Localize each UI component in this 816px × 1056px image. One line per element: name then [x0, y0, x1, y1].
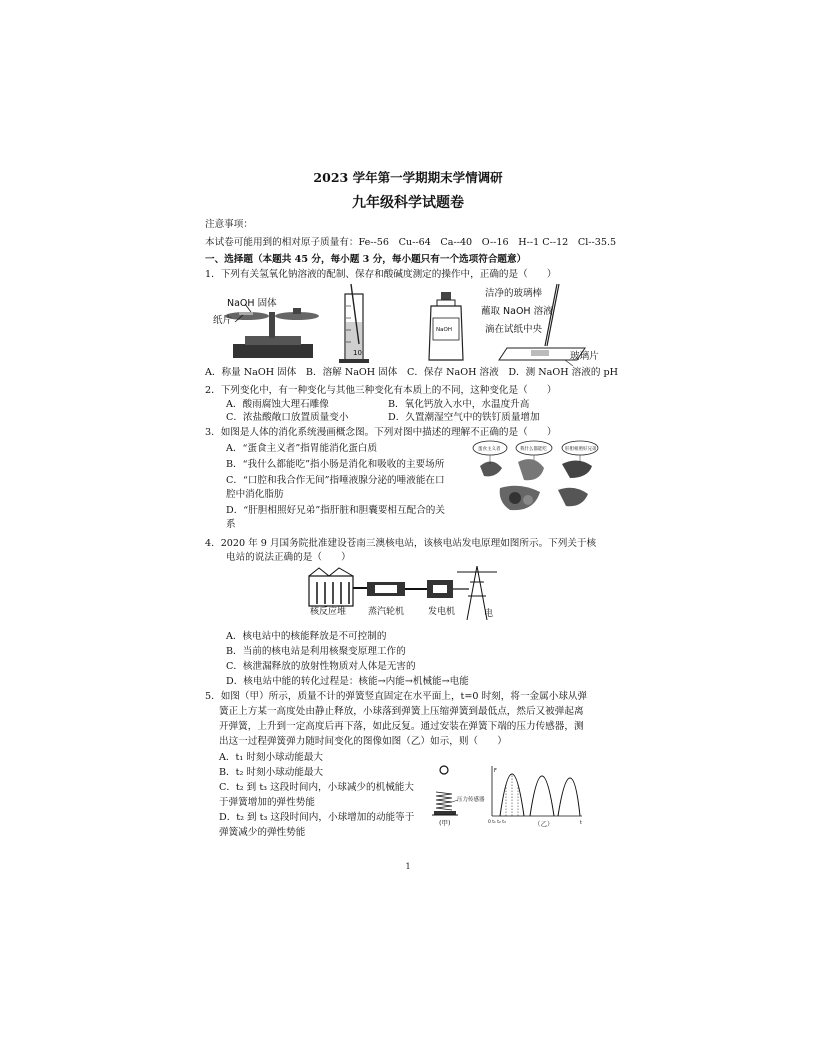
digestion-cartoon [470, 438, 605, 522]
q5-option-d: D．t₂ 到 t₃ 这段时间内，小球增加的动能等于 [219, 812, 415, 823]
bubble-protein-eater: 蛋食主义者 [478, 447, 501, 452]
label-yi: （乙） [534, 820, 554, 828]
q3-option-b: B．“我什么都能吃”指小肠是消化和吸收的主要场所 [226, 459, 445, 470]
q3-option-c: C．“口腔和我合作无间”指唾液腺分泌的唾液能在口 [226, 475, 445, 486]
label-glass-rod-2: 蘸取 NaOH 溶液 [481, 306, 553, 317]
q2-option-a: A．酸雨腐蚀大理石雕像 [226, 399, 329, 410]
bubble-eat-anything: 我什么都能吃 [520, 447, 547, 452]
label-glass-slide: 玻璃片 [570, 351, 599, 362]
label-t: t [580, 820, 582, 826]
q4-stem: 4．2020 年 9 月国务院批准建设苍南三澳核电站，该核电站发电原理如图所示。下列关于核 [205, 538, 597, 549]
section-heading: 一、选择题（本题共 45 分，每小题 3 分，每小题只有一个选项符合题意） [205, 254, 527, 265]
q5-option-c-cont: 于弹簧增加的弹性势能 [219, 797, 315, 808]
label-F: F [494, 768, 497, 774]
q4-option-c: C．核泄漏释放的放射性物质对人体是无害的 [226, 661, 416, 672]
q3-option-d-cont: 系 [226, 519, 236, 530]
label-pressure-sensor: 压力传感器 [457, 797, 485, 803]
label-glass-rod-1: 洁净的玻璃棒 [485, 288, 543, 299]
q3-option-c-cont: 腔中消化脂肪 [226, 489, 284, 500]
q4-option-d: D．核电站中能的转化过程是：核能→内能→机械能→电能 [226, 676, 469, 687]
label-jia: (甲) [439, 819, 451, 827]
q1-stem: 1．下列有关氢氧化钠溶液的配制、保存和酸碱度测定的操作中，正确的是（ ） [205, 269, 557, 280]
label-ticks: 0 t₁ t₂ t₃ [488, 820, 506, 825]
balance-figure [213, 297, 319, 358]
q1-figure [205, 282, 610, 366]
label-turbine: 蒸汽轮机 [368, 607, 405, 617]
bubble-liver-gallbladder: 肝胆相照好兄弟 [565, 447, 597, 452]
bottle-figure [429, 292, 463, 360]
q2-option-c: C．浓盐酸敞口放置质量变小 [226, 412, 349, 423]
label-generator: 发电机 [428, 607, 456, 617]
q4-stem-cont: 电站的说法正确的是（ ） [226, 552, 351, 563]
label-reactor: 核反应堆 [310, 607, 347, 617]
q2-option-b: B．氧化钙放入水中，水温度升高 [388, 399, 530, 410]
metal-ball [440, 766, 448, 774]
q5-stem-4: 出这一过程弹簧弹力随时间变化的图像如图（乙）如示，则（ ） [219, 736, 507, 747]
exam-title: 2023 学年第一学期期末学情调研 [313, 170, 503, 185]
label-naoh-solid: NaOH 固体 [227, 298, 277, 309]
q2-stem: 2．下列变化中，有一种变化与其他三种变化有本质上的不同，这种变化是（ ） [205, 385, 557, 396]
label-cylinder-10: 10 [353, 349, 362, 357]
q5-option-a: A．t₁ 时刻小球动能最大 [219, 752, 324, 763]
q5-stem-2: 簧正上方某一高度处由静止释放，小球落到弹簧上压缩弹簧到最低点，然后又被弹起离 [219, 706, 584, 717]
q5-stem-3: 开弹簧，上升到一定高度后再下落，如此反复。通过安装在弹簧下端的压力传感器，测 [219, 721, 584, 732]
cylinder-figure [339, 284, 369, 363]
q4-option-b: B．当前的核电站是利用核聚变原理工作的 [226, 646, 406, 657]
label-glass-rod-3: 滴在试纸中央 [485, 324, 543, 335]
page-number: 1 [405, 862, 411, 871]
label-paper: 纸片 [213, 315, 233, 326]
q4-option-a: A．核电站中的核能释放是不可控制的 [226, 631, 387, 642]
q3-option-d: D．“肝胆相照好兄弟”指肝脏和胆囊要相互配合的关 [226, 505, 445, 516]
q5-option-b: B．t₂ 时刻小球动能最大 [219, 767, 324, 778]
label-bottle-naoh: NaOH [436, 327, 452, 333]
atomic-mass-line: 本试卷可能用到的相对原子质量有：Fe--56 Cu--64 Ca--40 O--16 H--1 C--12 Cl--35.5 [205, 237, 617, 248]
q5-option-d-cont: 弹簧减少的弹性势能 [219, 827, 306, 838]
q2-option-d: D．久置潮湿空气中的铁钉质量增加 [388, 412, 540, 423]
exam-subtitle: 九年级科学试题卷 [352, 195, 464, 211]
label-electricity: 电 [484, 609, 494, 619]
q1-options: A．称量 NaOH 固体 B．溶解 NaOH 固体 C．保存 NaOH 溶液 D．测 NaOH 溶液的 pH [205, 367, 619, 378]
spring-sensor-figure [430, 764, 590, 830]
notes-heading: 注意事项： [205, 219, 253, 230]
q3-stem: 3．如图是人体的消化系统漫画概念图。下列对图中描述的理解不正确的是（ ） [205, 427, 557, 438]
q5-stem: 5．如图（甲）所示，质量不计的弹簧竖直固定在水平面上，t=0 时刻，将一金属小球从弹 [205, 691, 588, 702]
q5-option-c: C．t₂ 到 t₃ 这段时间内，小球减少的机械能大 [219, 782, 414, 793]
spring [436, 792, 452, 810]
q3-option-a: A．“蛋食主义者”指胃能消化蛋白质 [226, 443, 378, 454]
